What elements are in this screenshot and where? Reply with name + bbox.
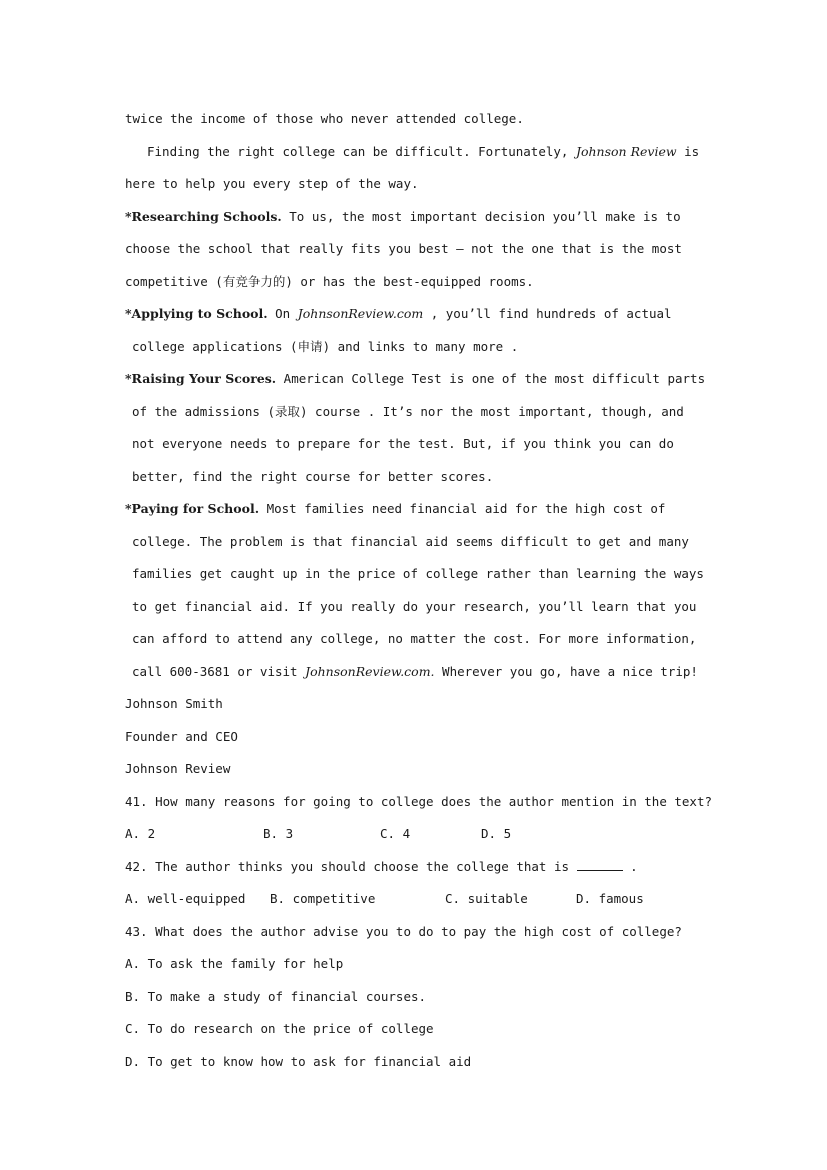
answer-blank <box>577 860 623 871</box>
option-a: A. well-equipped <box>125 891 246 906</box>
paragraph-line: better, find the right course for better scores. <box>132 469 494 484</box>
signature-title: Founder and CEO <box>125 729 238 744</box>
option-c: C. suitable <box>445 891 528 906</box>
paragraph-line: competitive (有竞争力的) or has the best-equipped rooms. <box>125 274 534 289</box>
option-b: B. 3 <box>263 826 294 841</box>
website-link: JohnsonReview.com <box>297 306 424 321</box>
paragraph-line: of the admissions (录取) course . It’s nor the most important, though, and <box>132 404 684 419</box>
question-42: 42. The author thinks you should choose the college that is . <box>125 859 638 874</box>
paragraph-line: not everyone needs to prepare for the test. But, if you think you can do <box>132 436 674 451</box>
paragraph-line: can afford to attend any college, no matter the cost. For more information, <box>132 631 697 646</box>
option-b: B. competitive <box>270 891 376 906</box>
paragraph-line: call 600-3681 or visit JohnsonReview.com. Wherever you go, have a nice trip! <box>132 664 698 679</box>
paragraph-line: families get caught up in the price of college rather than learning the ways <box>132 566 704 581</box>
brand-name: Johnson Review <box>575 144 677 159</box>
option-a: A. 2 <box>125 826 156 841</box>
paragraph-line: twice the income of those who never attended college. <box>125 111 524 126</box>
option-d: D. famous <box>576 891 644 906</box>
section-heading: *Raising Your Scores. <box>125 371 277 386</box>
section-researching: *Researching Schools. To us, the most important decision you’ll make is to <box>125 209 681 224</box>
paragraph-line: here to help you every step of the way. <box>125 176 419 191</box>
paragraph-line: to get financial aid. If you really do your research, you’ll learn that you <box>132 599 697 614</box>
intro-line: Finding the right college can be difficult. Fortunately, Johnson Review is <box>147 144 700 159</box>
section-heading: *Researching Schools. <box>125 209 282 224</box>
option-c: C. 4 <box>380 826 411 841</box>
option-b: B. To make a study of financial courses. <box>125 989 427 1004</box>
section-paying: *Paying for School. Most families need financial aid for the high cost of <box>125 501 666 516</box>
question-41: 41. How many reasons for going to college does the author mention in the text? <box>125 794 712 809</box>
paragraph-line: choose the school that really fits you best — not the one that is the most <box>125 241 682 256</box>
option-d: D. 5 <box>481 826 512 841</box>
paragraph-line: college applications (申请) and links to many more . <box>132 339 519 354</box>
signature-company: Johnson Review <box>125 761 231 776</box>
section-heading: *Applying to School. <box>125 306 268 321</box>
section-raising: *Raising Your Scores. American College Test is one of the most difficult parts <box>125 371 706 386</box>
option-a: A. To ask the family for help <box>125 956 344 971</box>
option-c: C. To do research on the price of college <box>125 1021 434 1036</box>
section-heading: *Paying for School. <box>125 501 260 516</box>
signature-name: Johnson Smith <box>125 696 223 711</box>
website-link: JohnsonReview.com. <box>305 664 435 679</box>
option-d: D. To get to know how to ask for financial aid <box>125 1054 472 1069</box>
section-applying: *Applying to School. On JohnsonReview.com , you’ll find hundreds of actual <box>125 306 672 321</box>
paragraph-line: college. The problem is that financial aid seems difficult to get and many <box>132 534 689 549</box>
question-43: 43. What does the author advise you to do to pay the high cost of college? <box>125 924 682 939</box>
